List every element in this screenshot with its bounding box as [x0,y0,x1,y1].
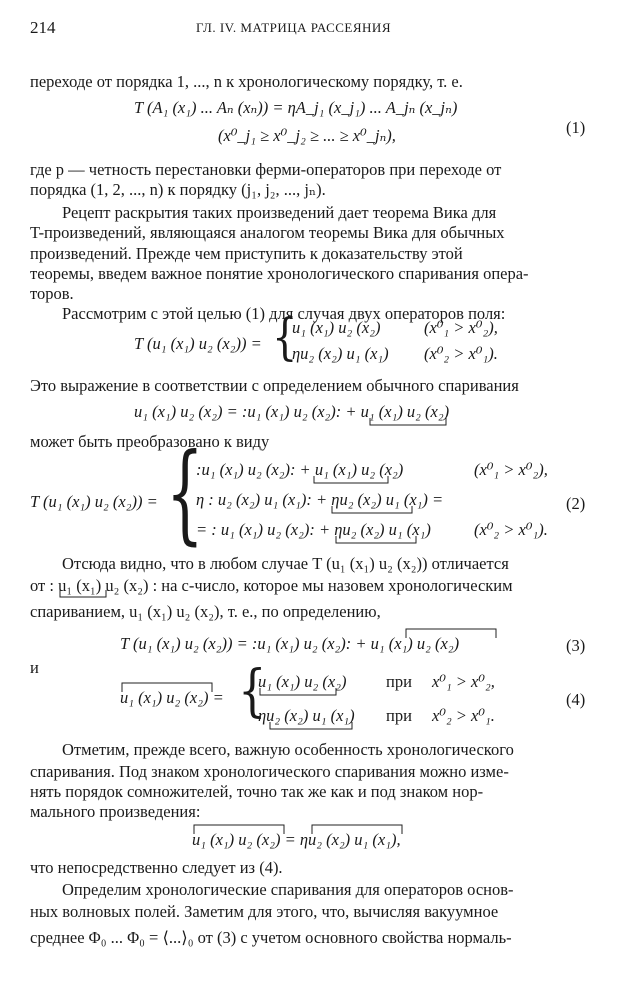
equation-2-row-2: η : u₂ (x₂) u₁ (x₁): + ηu₂ (x₂) u₁ (x₁) = [196,490,444,509]
t-product-case-1-condition: (x⁰₁ > x⁰₂), [424,318,498,337]
text-line: Рецепт раскрытия таких произведений дает теорема Вика для [62,203,497,222]
t-product-lhs: T (u₁ (x₁) u₂ (x₂)) = [134,334,262,353]
text-line: Это выражение в соответствии с определением обычного спаривания [30,376,519,395]
text-line: торов. [30,284,74,303]
pairing-overbrace [404,626,498,638]
pairing-underbrace [58,590,108,600]
equation-2-row-3-condition: (x⁰₂ > x⁰₁). [474,520,548,539]
wick-ordinary-equation: u₁ (x₁) u₂ (x₂) = :u₁ (x₁) u₂ (x₂): + u₁ (x₁) u₂ (x₂) [134,402,450,421]
pairing-overbrace [310,822,404,834]
text-line: переходе от порядка 1, ..., n к хронологическому порядку, т. е. [30,72,463,91]
pairing-underbrace [334,536,418,546]
t-product-case-1: u₁ (x₁) u₂ (x₂) [292,318,381,337]
running-header: ГЛ. IV. МАТРИЦА РАССЕЯНИЯ [196,20,391,35]
equation-number-4: (4) [566,690,586,709]
text-line: Отметим, прежде всего, важную особенность хронологического [62,740,514,759]
equation-4-case-1-when: при [386,672,412,691]
equation-2-row-1-condition: (x⁰₁ > x⁰₂), [474,460,548,479]
case-brace: { [166,431,204,556]
equation-4-case-1: u₁ (x₁) u₂ (x₂) [258,672,347,691]
text-line: Рассмотрим с этой целью (1) для случая двух операторов поля: [62,304,506,323]
text-line: порядка (1, 2, ..., n) к порядку (j₁, j₂, ..., jₙ). [30,180,326,199]
equation-4-case-2: ηu₂ (x₂) u₁ (x₁) [258,706,355,725]
text-line: может быть преобразовано к виду [30,432,270,451]
equation-number-3: (3) [566,636,586,655]
t-product-case-2-condition: (x⁰₂ > x⁰₁). [424,344,498,363]
text-line: спариванием, u₁ (x₁) u₂ (x₂), т. е., по определению, [30,602,381,621]
case-brace: { [238,659,267,724]
text-line: мального произведения: [30,802,201,821]
text-line: Определим хронологические спаривания для операторов основ- [62,880,514,899]
pairing-overbrace [120,680,214,692]
pairing-underbrace [368,418,448,428]
case-brace: { [272,308,298,366]
text-line: ных волновых полей. Заметим для этого, что, вычисляя вакуумное [30,902,499,921]
pairing-underbrace [258,688,338,698]
pairing-underbrace [330,506,414,516]
pairing-underbrace [268,722,354,732]
equation-number-2: (2) [566,494,586,513]
equation-4-case-2-condition: x⁰₂ > x⁰₁. [432,706,495,725]
text-line: T-произведений, являющаяся аналогом теоремы Вика для обычных [30,223,505,242]
equation-3: T (u₁ (x₁) u₂ (x₂)) = :u₁ (x₁) u₂ (x₂): + u₁ (x₁) u₂ (x₂) [120,634,460,653]
pairing-underbrace [312,476,390,486]
text-line: произведений. Прежде чем приступить к доказательству этой [30,244,463,263]
equation-number-1: (1) [566,118,586,137]
equation-2-row-1: :u₁ (x₁) u₂ (x₂): + u₁ (x₁) u₂ (x₂) [196,460,404,479]
text-line: нять порядок сомножителей, точно так же как и под знаком нор- [30,782,484,801]
text-line: спаривания. Под знаком хронологического спаривания можно изме- [30,762,509,781]
text-line: теоремы, введем важное понятие хронологического спаривания опера- [30,264,529,283]
text-line: что непосредственно следует из (4). [30,858,283,877]
page-number: 214 [30,18,56,37]
text-line: Отсюда видно, что в любом случае T (u₁ (x₁) u₂ (x₂)) отличается [62,554,509,573]
text-line: где p — четность перестановки ферми-операторов при переходе от [30,160,502,179]
equation-1-line-1: T (A₁ (x₁) ... Aₙ (xₙ)) = ηA_j₁ (x_j₁) ... A_jₙ (x_jₙ) [134,98,458,117]
equation-1-line-2: (x⁰_j₁ ≥ x⁰_j₂ ≥ ... ≥ x⁰_jₙ), [218,126,396,145]
equation-4-case-2-when: при [386,706,412,725]
text-line: среднее Φ₀ ... Φ₀ = ⟨...⟩₀ от (3) с учетом основного свойства нормаль- [30,928,512,947]
equation-4-lhs: u₁ (x₁) u₂ (x₂) = [120,688,224,707]
pairing-overbrace [192,822,286,834]
text-line: и [30,658,39,677]
text-line: от : u₁ (x₁) u₂ (x₂) : на c-число, которое мы назовем хронологическим [30,576,513,595]
equation-2-row-3: = : u₁ (x₁) u₂ (x₂): + ηu₂ (x₂) u₁ (x₁) [196,520,431,539]
equation-4-case-1-condition: x⁰₁ > x⁰₂, [432,672,495,691]
equation-2-lhs: T (u₁ (x₁) u₂ (x₂)) = [30,492,158,511]
t-product-case-2: ηu₂ (x₂) u₁ (x₁) [292,344,389,363]
symmetry-equation: u₁ (x₁) u₂ (x₂) = ηu₂ (x₂) u₁ (x₁), [192,830,401,849]
